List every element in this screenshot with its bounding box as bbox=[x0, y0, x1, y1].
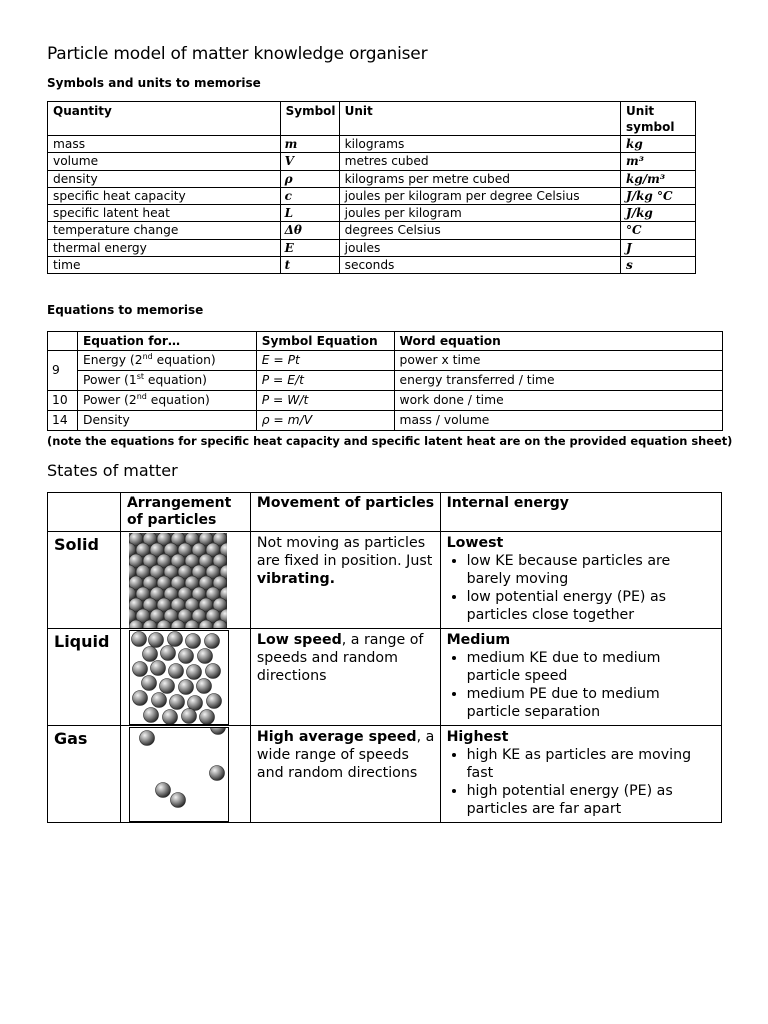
liquid-arrangement-cell bbox=[120, 629, 250, 726]
units-cell-unit-symbol: J/kg °C bbox=[621, 187, 696, 204]
table-row bbox=[48, 239, 696, 256]
particle bbox=[206, 694, 221, 709]
list-item: • medium KE due to medium particle speed bbox=[467, 649, 717, 685]
gas-energy bbox=[440, 726, 721, 823]
units-cell-unit: degrees Celsius bbox=[339, 222, 620, 239]
states-heading: States of matter bbox=[47, 461, 178, 480]
table-row bbox=[48, 257, 696, 274]
symbol-equation: ρ = m/V bbox=[256, 411, 394, 431]
units-heading: Symbols and units to memorise bbox=[47, 76, 261, 90]
units-cell-symbol: t bbox=[280, 257, 339, 274]
particle bbox=[199, 710, 214, 725]
units-cell-quantity: specific latent heat bbox=[48, 205, 281, 222]
list-item: • medium PE due to medium particle separation bbox=[467, 685, 717, 721]
equation-for-name: Energy (2 bbox=[82, 353, 143, 367]
particle bbox=[142, 647, 157, 662]
particle bbox=[143, 708, 158, 723]
liquid-energy-level: Medium bbox=[446, 632, 511, 648]
gas-movement-text: , a wide range of speeds and random directions bbox=[256, 729, 435, 781]
units-cell-unit: kilograms bbox=[339, 136, 620, 153]
states-table bbox=[47, 492, 722, 823]
list-item: • high potential energy (PE) as particles are far apart bbox=[467, 782, 717, 818]
units-cell-symbol: E bbox=[280, 239, 339, 256]
liquid-energy bbox=[440, 629, 721, 726]
units-cell-quantity: volume bbox=[48, 153, 281, 170]
equation-for-suffix: equation) bbox=[152, 353, 216, 367]
list-item: • high KE as particles are moving fast bbox=[467, 746, 717, 782]
table-row bbox=[48, 411, 723, 431]
equation-for bbox=[77, 411, 256, 431]
word-equation: power x time bbox=[394, 351, 722, 371]
particle bbox=[141, 676, 156, 691]
liquid-movement-bold: Low speed bbox=[256, 632, 342, 648]
particle bbox=[178, 680, 193, 695]
units-cell-quantity: density bbox=[48, 170, 281, 187]
particle bbox=[196, 679, 211, 694]
solid-label: Solid bbox=[48, 532, 121, 629]
particle bbox=[169, 695, 184, 710]
units-cell-quantity: temperature change bbox=[48, 222, 281, 239]
states-header-movement: Movement of particles bbox=[250, 493, 440, 532]
particle bbox=[162, 710, 177, 725]
units-cell-unit-symbol: m³ bbox=[621, 153, 696, 170]
equation-for-name: Density bbox=[82, 413, 130, 427]
table-row bbox=[48, 371, 723, 391]
units-cell-unit: joules bbox=[339, 239, 620, 256]
units-cell-unit: joules per kilogram bbox=[339, 205, 620, 222]
units-cell-symbol: c bbox=[280, 187, 339, 204]
particle bbox=[151, 693, 166, 708]
table-row bbox=[48, 136, 696, 153]
solid-movement-text: Not moving as particles are fixed in position. Just bbox=[256, 535, 433, 569]
particle bbox=[131, 632, 146, 647]
liquid-energy-list bbox=[447, 649, 717, 721]
particle bbox=[170, 793, 185, 808]
units-cell-quantity: time bbox=[48, 257, 281, 274]
equation-for-name: Power (1 bbox=[82, 373, 137, 387]
solid-arrangement-cell bbox=[120, 532, 250, 629]
liquid-row bbox=[48, 629, 722, 726]
gas-movement-bold: High average speed bbox=[256, 729, 417, 745]
units-header-quantity: Quantity bbox=[48, 102, 281, 136]
equation-for-ordinal: nd bbox=[136, 391, 147, 401]
particle bbox=[209, 766, 224, 781]
table-row bbox=[48, 187, 696, 204]
units-cell-unit: joules per kilogram per degree Celsius bbox=[339, 187, 620, 204]
solid-particles-diagram bbox=[129, 533, 227, 628]
particle bbox=[185, 634, 200, 649]
equation-for-suffix: equation) bbox=[144, 373, 207, 387]
units-cell-unit-symbol: kg bbox=[621, 136, 696, 153]
particle bbox=[168, 664, 183, 679]
units-cell-unit-symbol: J/kg bbox=[621, 205, 696, 222]
states-header-state bbox=[48, 493, 121, 532]
gas-energy-level: Highest bbox=[446, 729, 509, 745]
particle bbox=[204, 634, 219, 649]
equations-header-number bbox=[48, 332, 78, 351]
gas-energy-list bbox=[447, 746, 717, 818]
equation-for-ordinal: nd bbox=[142, 351, 153, 361]
equation-number: 10 bbox=[48, 391, 78, 411]
gas-particles-diagram bbox=[130, 728, 228, 821]
gas-arrangement-cell bbox=[120, 726, 250, 823]
equation-number: 9 bbox=[48, 351, 78, 391]
equation-for bbox=[77, 351, 256, 371]
particle bbox=[181, 709, 196, 724]
states-header-row bbox=[48, 493, 722, 532]
table-row bbox=[48, 351, 723, 371]
units-cell-unit: seconds bbox=[339, 257, 620, 274]
liquid-movement bbox=[250, 629, 440, 726]
gas-movement bbox=[250, 726, 440, 823]
particle bbox=[150, 661, 165, 676]
equations-header-symbol: Symbol Equation bbox=[256, 332, 394, 351]
units-table bbox=[47, 101, 696, 274]
equations-table bbox=[47, 331, 723, 431]
units-cell-unit-symbol: s bbox=[621, 257, 696, 274]
particle bbox=[139, 731, 154, 746]
particle bbox=[210, 728, 225, 735]
equations-header-row bbox=[48, 332, 723, 351]
liquid-arrangement-image bbox=[129, 630, 229, 725]
equations-note: (note the equations for specific heat capacity and specific latent heat are on the provided equation sheet) bbox=[47, 434, 733, 448]
particle bbox=[148, 633, 163, 648]
particle bbox=[132, 662, 147, 677]
equation-for-name: Power (2 bbox=[82, 393, 137, 407]
states-header-energy: Internal energy bbox=[440, 493, 721, 532]
units-header-row bbox=[48, 102, 696, 136]
table-row bbox=[48, 391, 723, 411]
units-header-unit-symbol: Unit symbol bbox=[621, 102, 696, 136]
units-cell-quantity: specific heat capacity bbox=[48, 187, 281, 204]
solid-energy-list bbox=[447, 552, 717, 624]
symbol-equation: P = E/t bbox=[256, 371, 394, 391]
units-cell-unit-symbol: °C bbox=[621, 222, 696, 239]
states-header-arrangement: Arrangement of particles bbox=[120, 493, 250, 532]
units-cell-symbol: Δθ bbox=[280, 222, 339, 239]
page-title: Particle model of matter knowledge organiser bbox=[47, 44, 428, 64]
units-cell-symbol: V bbox=[280, 153, 339, 170]
equation-for bbox=[77, 371, 256, 391]
word-equation: energy transferred / time bbox=[394, 371, 722, 391]
list-item: • low potential energy (PE) as particles close together bbox=[467, 588, 717, 624]
units-cell-quantity: thermal energy bbox=[48, 239, 281, 256]
word-equation: work done / time bbox=[394, 391, 722, 411]
units-cell-unit-symbol: J bbox=[621, 239, 696, 256]
equation-for-suffix: equation) bbox=[146, 393, 210, 407]
particle bbox=[205, 664, 220, 679]
particle bbox=[178, 649, 193, 664]
solid-energy bbox=[440, 532, 721, 629]
units-header-symbol: Symbol bbox=[280, 102, 339, 136]
gas-row bbox=[48, 726, 722, 823]
units-cell-symbol: ρ bbox=[280, 170, 339, 187]
units-cell-unit: kilograms per metre cubed bbox=[339, 170, 620, 187]
equation-number: 14 bbox=[48, 411, 78, 431]
gas-label: Gas bbox=[48, 726, 121, 823]
solid-movement-bold: vibrating. bbox=[256, 571, 336, 587]
particle bbox=[160, 646, 175, 661]
symbol-equation: P = W/t bbox=[256, 391, 394, 411]
equation-for bbox=[77, 391, 256, 411]
symbol-equation: E = Pt bbox=[256, 351, 394, 371]
units-cell-symbol: m bbox=[280, 136, 339, 153]
liquid-movement-text: , a range of speeds and random directions bbox=[256, 632, 424, 684]
equation-for-ordinal: st bbox=[136, 371, 144, 381]
list-item: • low KE because particles are barely moving bbox=[467, 552, 717, 588]
units-cell-symbol: L bbox=[280, 205, 339, 222]
equations-header-for: Equation for… bbox=[77, 332, 256, 351]
table-row bbox=[48, 153, 696, 170]
equations-heading: Equations to memorise bbox=[47, 303, 204, 317]
particle bbox=[159, 679, 174, 694]
particle bbox=[132, 691, 147, 706]
equations-header-word: Word equation bbox=[394, 332, 722, 351]
particle bbox=[155, 783, 170, 798]
table-row bbox=[48, 205, 696, 222]
liquid-particles-diagram bbox=[130, 631, 228, 724]
liquid-label: Liquid bbox=[48, 629, 121, 726]
units-cell-quantity: mass bbox=[48, 136, 281, 153]
units-cell-unit-symbol: kg/m³ bbox=[621, 170, 696, 187]
table-row bbox=[48, 170, 696, 187]
particle bbox=[186, 665, 201, 680]
solid-arrangement-image bbox=[129, 533, 227, 628]
units-cell-unit: metres cubed bbox=[339, 153, 620, 170]
solid-movement bbox=[250, 532, 440, 629]
solid-energy-level: Lowest bbox=[446, 535, 504, 551]
particle bbox=[167, 632, 182, 647]
gas-arrangement-image bbox=[129, 727, 229, 822]
solid-row bbox=[48, 532, 722, 629]
units-header-unit: Unit bbox=[339, 102, 620, 136]
particle bbox=[197, 649, 212, 664]
table-row bbox=[48, 222, 696, 239]
word-equation: mass / volume bbox=[394, 411, 722, 431]
